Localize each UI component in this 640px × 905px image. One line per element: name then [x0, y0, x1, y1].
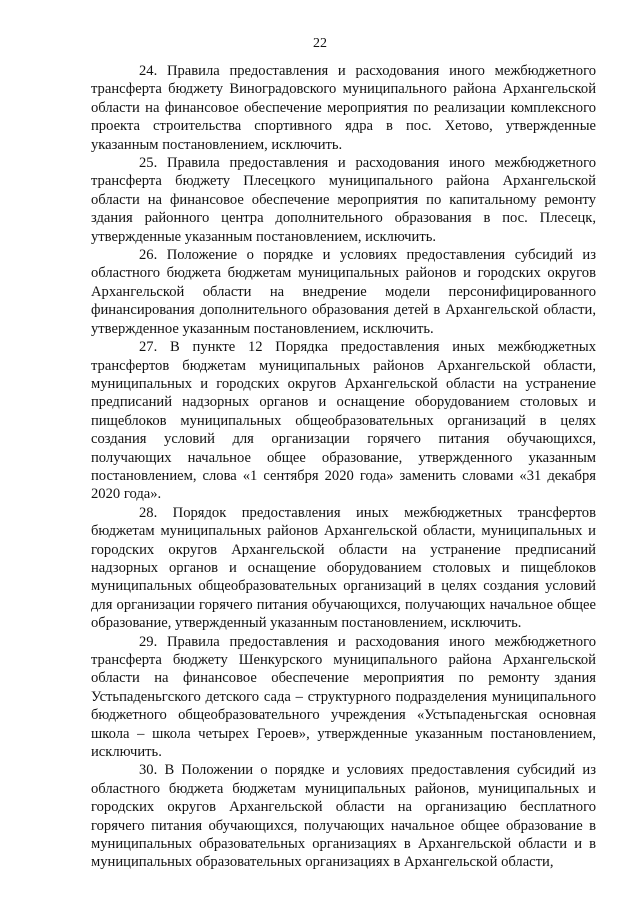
- paragraph-26: 26. Положение о порядке и условиях предоставления субсидий из областного бюджета бюджетам муниципальных районов и городских округов Архангельской области на внедрение модели персонифицированного финансирования дополнительного образования детей в Архангельской области, утвержденное указанным постановлением, исключить.: [91, 247, 596, 337]
- paragraph-24: 24. Правила предоставления и расходования иного межбюджетного трансферта бюджету Виноградовского муниципального района Архангельской области на финансовое обеспечение мероприятия по реализации комплексного проекта строительства спортивного ядра в пос. Хетово, утвержденные указанным постановлением, исключить.: [91, 63, 596, 153]
- document-body: [91, 62, 596, 872]
- paragraph-29: 29. Правила предоставления и расходования иного межбюджетного трансферта бюджету Шенкурского муниципального района Архангельской области на финансовое обеспечение мероприятия по ремонту здания Устьпаденьгского детского сада – структурного подразделения муниципального бюджетного общеобразовательного учреждения «Устьпаденьгская основная школа – школа четырех Героев», утвержденные указанным постановлением, исключить.: [91, 633, 596, 761]
- paragraph-25: 25. Правила предоставления и расходования иного межбюджетного трансферта бюджету Плесецкого муниципального района Архангельской области на финансовое обеспечение мероприятия по капитальному ремонту здания районного центра дополнительного образования в пос. Плесецк, утвержденные указанным постановлением, исключить.: [91, 155, 596, 245]
- paragraph-27: 27. В пункте 12 Порядка предоставления иных межбюджетных трансфертов бюджетам муниципальных районов Архангельской области, муниципальных и городских округов Архангельской области на устранение предписаний надзорных органов и оснащение оборудованием столовых и пищеблоков муниципальных общеобразовательных организаций в целях создания условий для организации горячего питания обучающихся, получающих начальное общее образование, утвержденного указанным постановлением, слова «1 сентября 2020 года» заменить словами «31 декабря 2020 года».: [91, 339, 596, 503]
- paragraph-28: 28. Порядок предоставления иных межбюджетных трансфертов бюджетам муниципальных районов Архангельской области, муниципальных и городских округов Архангельской области на устранение предписаний надзорных органов и оснащение оборудованием столовых и пищеблоков муниципальных общеобразовательных организаций в целях создания условий для организации горячего питания обучающихся, получающих начальное общее образование, утвержденный указанным постановлением, исключить.: [91, 504, 596, 632]
- paragraph-30: 30. В Положении о порядке и условиях предоставления субсидий из областного бюджета бюджетам муниципальных районов, муниципальных и городских округов Архангельской области на организацию бесплатного горячего питания обучающихся, получающих начальное общее образование в муниципальных образовательных организациях в Архангельской области и в муниципальных образовательных организациях в Архангельской области,: [91, 762, 596, 871]
- page-number: 22: [313, 36, 327, 51]
